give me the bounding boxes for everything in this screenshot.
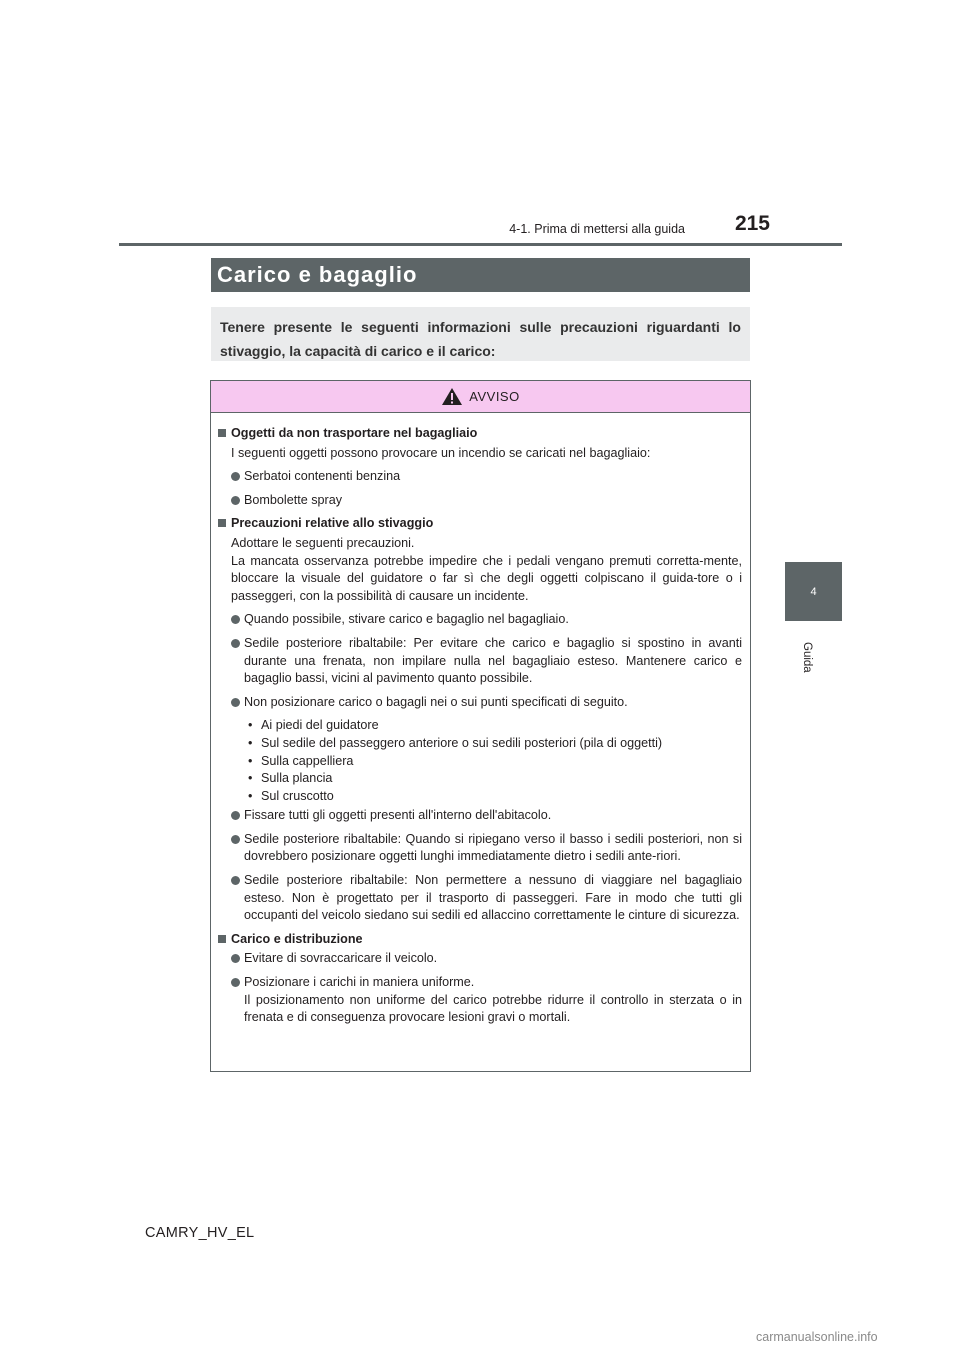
list-item: Bombolette spray [218, 492, 742, 510]
list-item: Sedile posteriore ribaltabile: Non permettere a nessuno di viaggiare nel bagagliaio esteso. Non è progettato per il trasporto di passeggeri. Fare in modo che tutti gli occupanti del veicolo siedano sui sedili ed allaccino correttamente le cinture di sicurezza. [218, 872, 742, 925]
section-text: I seguenti oggetti possono provocare un incendio se caricati nel bagagliaio: [231, 445, 651, 460]
round-bullet-icon [231, 472, 240, 481]
list-item: Fissare tutti gli oggetti presenti all'interno dell'abitacolo. [218, 807, 742, 825]
sub-list [218, 717, 742, 805]
round-bullet-icon [231, 698, 240, 707]
list-item: Serbatoi contenenti benzina [218, 468, 742, 486]
list-item: Non posizionare carico o bagagli nei o sui punti specificati di seguito. [218, 694, 742, 712]
round-bullet-icon [231, 978, 240, 987]
list-item: Evitare di sovraccaricare il veicolo. [218, 950, 742, 968]
page-number: 215 [734, 212, 770, 235]
round-bullet-icon [231, 496, 240, 505]
sub-list-item: • Ai piedi del guidatore [248, 717, 742, 735]
warning-body [211, 413, 750, 1027]
round-bullet-icon [231, 876, 240, 885]
list-item: Sedile posteriore ribaltabile: Quando si ripiegano verso il basso i sedili posteriori, non si dovrebbero posizionare oggetti lunghi immediatamente dietro i sedili ante-riori. [218, 831, 742, 866]
chapter-tab-label: Guida [801, 642, 813, 673]
section-text: La mancata osservanza potrebbe impedire che i pedali vengano premuti corretta-mente, bloccare la visuale del guidatore o far sì che degli oggetti colpiscano il guida-tore o i passeggeri, con la possibilità di causare un incidente. [231, 553, 742, 603]
intro-box [211, 307, 750, 361]
warning-label: AVVISO [469, 389, 520, 404]
warning-box [210, 380, 751, 1072]
header-rule [119, 243, 842, 246]
intro-text: Tenere presente le seguenti informazioni sulle precauzioni riguardanti lo stivaggio, la capacità di carico e il carico: [220, 319, 741, 359]
round-bullet-icon [231, 954, 240, 963]
sub-list-item: • Sulla plancia [248, 770, 742, 788]
sub-list-item: • Sulla cappelliera [248, 753, 742, 771]
header-section-title: 4-1. Prima di mettersi alla guida [509, 222, 685, 236]
page-title: Carico e bagaglio [211, 258, 750, 292]
chapter-tab-number: 4 [810, 585, 817, 598]
watermark-text: carmanualsonline.info [756, 1330, 878, 1344]
list-item: Sedile posteriore ribaltabile: Per evitare che carico e bagaglio si spostino in avanti durante una frenata, non impilare nulla nel bagagliaio esteso. Mantenere carico e bagaglio bassi, vicini al pavimento quanto possibile. [218, 635, 742, 688]
section-title: Carico e distribuzione [218, 931, 742, 949]
sub-list-item: • Sul cruscotto [248, 788, 742, 806]
warning-header [211, 381, 750, 413]
section-title: Precauzioni relative allo stivaggio [218, 515, 742, 533]
section-title: Oggetti da non trasportare nel bagagliaio [218, 425, 742, 443]
section-text: Adottare le seguenti precauzioni. [231, 535, 415, 550]
list-item: Quando possibile, stivare carico e bagaglio nel bagagliaio. [218, 611, 742, 629]
round-bullet-icon [231, 811, 240, 820]
round-bullet-icon [231, 615, 240, 624]
chapter-tab [785, 562, 842, 621]
round-bullet-icon [231, 835, 240, 844]
square-bullet-icon [218, 429, 226, 437]
square-bullet-icon [218, 935, 226, 943]
square-bullet-icon [218, 519, 226, 527]
round-bullet-icon [231, 639, 240, 648]
list-item: Posizionare i carichi in maniera uniforme. Il posizionamento non uniforme del carico potrebbe ridurre il controllo in sterzata o in frenata e di conseguenza provocare lesioni gravi o mortali. [218, 974, 742, 1027]
sub-list-item: • Sul sedile del passeggero anteriore o sui sedili posteriori (pila di oggetti) [248, 735, 742, 753]
warning-triangle-icon [441, 387, 463, 406]
model-code: CAMRY_HV_EL [145, 1225, 255, 1241]
